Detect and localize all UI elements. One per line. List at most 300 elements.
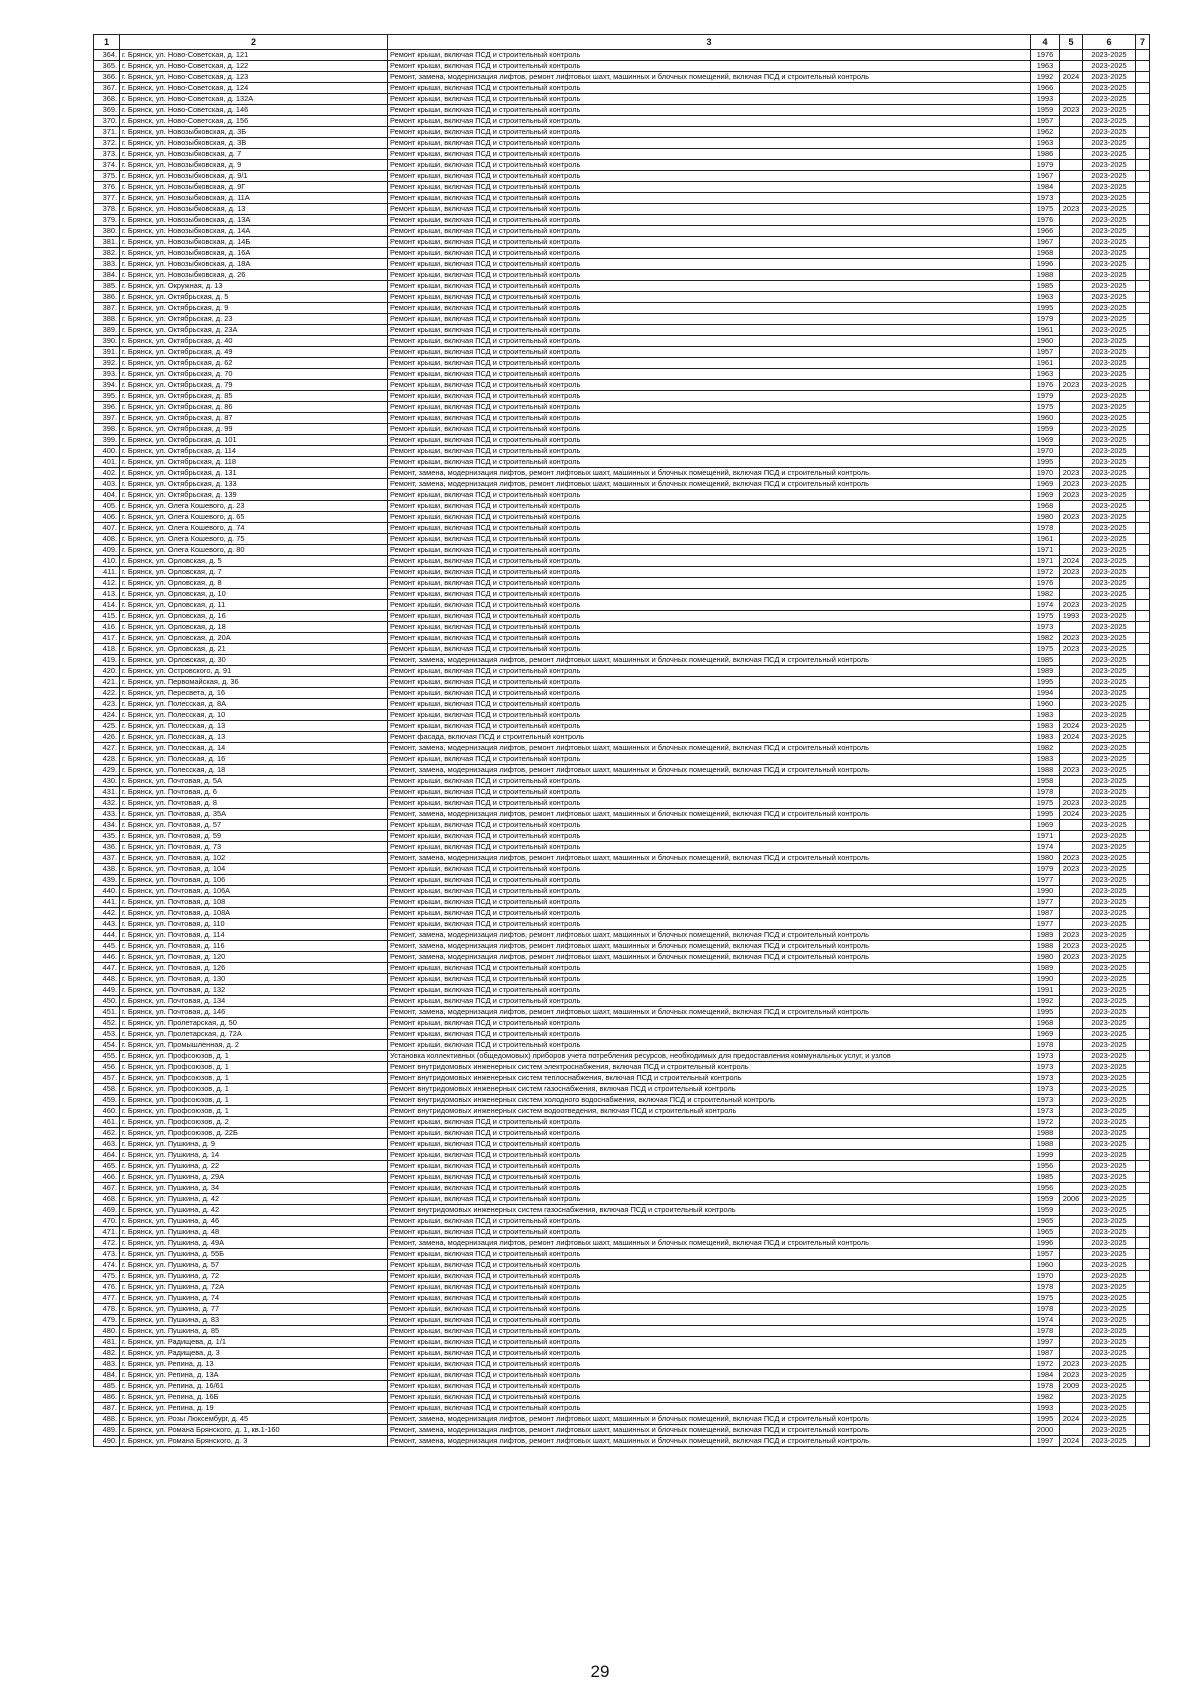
address-cell: г. Брянск, ул. Октябрьская, д. 70: [120, 369, 388, 380]
last-repair-year-cell: [1060, 897, 1083, 908]
table-row: [94, 1139, 1150, 1150]
empty-cell: [1136, 336, 1150, 347]
header-col-5: 5: [1060, 35, 1083, 50]
period-cell: 2023-2025: [1083, 1018, 1136, 1029]
last-repair-year-cell: 2009: [1060, 1381, 1083, 1392]
address-cell: г. Брянск, ул. Репина, д. 13: [120, 1359, 388, 1370]
table-row: [94, 1062, 1150, 1073]
empty-cell: [1136, 105, 1150, 116]
period-cell: 2023-2025: [1083, 1293, 1136, 1304]
period-cell: 2023-2025: [1083, 908, 1136, 919]
table-row: [94, 1073, 1150, 1084]
empty-cell: [1136, 776, 1150, 787]
period-cell: 2023-2025: [1083, 985, 1136, 996]
empty-cell: [1136, 1227, 1150, 1238]
last-repair-year-cell: [1060, 325, 1083, 336]
table-row: [94, 1392, 1150, 1403]
work-type-cell: Ремонт крыши, включая ПСД и строительный контроль: [388, 149, 1031, 160]
work-type-cell: Ремонт крыши, включая ПСД и строительный контроль: [388, 259, 1031, 270]
address-cell: г. Брянск, ул. Олега Кошевого, д. 23: [120, 501, 388, 512]
empty-cell: [1136, 556, 1150, 567]
build-year-cell: 1993: [1031, 94, 1060, 105]
address-cell: г. Брянск, ул. Профсоюзов, д. 1: [120, 1062, 388, 1073]
work-type-cell: Ремонт крыши, включая ПСД и строительный контроль: [388, 985, 1031, 996]
empty-cell: [1136, 468, 1150, 479]
build-year-cell: 1969: [1031, 820, 1060, 831]
row-number-cell: 424.: [94, 710, 120, 721]
row-number-cell: 472.: [94, 1238, 120, 1249]
work-type-cell: Ремонт, замена, модернизация лифтов, ремонт лифтовых шахт, машинных и блочных помещений, включая ПСД и строительный контроль: [388, 655, 1031, 666]
period-cell: 2023-2025: [1083, 864, 1136, 875]
period-cell: 2023-2025: [1083, 358, 1136, 369]
table-row: [94, 677, 1150, 688]
table-row: [94, 1293, 1150, 1304]
work-type-cell: Ремонт крыши, включая ПСД и строительный контроль: [388, 380, 1031, 391]
address-cell: г. Брянск, ул. Пушкина, д. 72: [120, 1271, 388, 1282]
row-number-cell: 407.: [94, 523, 120, 534]
table-row: [94, 479, 1150, 490]
work-type-cell: Ремонт крыши, включая ПСД и строительный контроль: [388, 534, 1031, 545]
address-cell: г. Брянск, ул. Октябрьская, д. 87: [120, 413, 388, 424]
empty-cell: [1136, 160, 1150, 171]
work-type-cell: Ремонт крыши, включая ПСД и строительный контроль: [388, 545, 1031, 556]
period-cell: 2023-2025: [1083, 732, 1136, 743]
build-year-cell: 1988: [1031, 1128, 1060, 1139]
work-type-cell: Ремонт крыши, включая ПСД и строительный контроль: [388, 974, 1031, 985]
empty-cell: [1136, 1326, 1150, 1337]
work-type-cell: Ремонт, замена, модернизация лифтов, ремонт лифтовых шахт, машинных и блочных помещений, включая ПСД и строительный контроль: [388, 809, 1031, 820]
last-repair-year-cell: [1060, 248, 1083, 259]
table-row: [94, 490, 1150, 501]
build-year-cell: 1986: [1031, 149, 1060, 160]
empty-cell: [1136, 699, 1150, 710]
build-year-cell: 1975: [1031, 611, 1060, 622]
table-row: [94, 952, 1150, 963]
address-cell: г. Брянск, ул. Ново-Советская, д. 122: [120, 61, 388, 72]
build-year-cell: 1997: [1031, 1436, 1060, 1447]
address-cell: г. Брянск, ул. Пролетарская, д. 72А: [120, 1029, 388, 1040]
period-cell: 2023-2025: [1083, 919, 1136, 930]
row-number-cell: 465.: [94, 1161, 120, 1172]
work-type-cell: Ремонт, замена, модернизация лифтов, ремонт лифтовых шахт, машинных и блочных помещений, включая ПСД и строительный контроль: [388, 743, 1031, 754]
table-row: [94, 182, 1150, 193]
address-cell: г. Брянск, ул. Октябрьская, д. 139: [120, 490, 388, 501]
address-cell: г. Брянск, ул. Пушкина, д. 57: [120, 1260, 388, 1271]
work-type-cell: Установка коллективных (общедомовых) приборов учета потребления ресурсов, необходимых для предоставления коммунальных услуг, и узлов: [388, 1051, 1031, 1062]
build-year-cell: 1958: [1031, 776, 1060, 787]
period-cell: 2023-2025: [1083, 347, 1136, 358]
row-number-cell: 479.: [94, 1315, 120, 1326]
address-cell: г. Брянск, ул. Орловская, д. 7: [120, 567, 388, 578]
last-repair-year-cell: 2023: [1060, 567, 1083, 578]
build-year-cell: 1977: [1031, 919, 1060, 930]
work-type-cell: Ремонт крыши, включая ПСД и строительный контроль: [388, 1249, 1031, 1260]
address-cell: г. Брянск, ул. Октябрьская, д. 23: [120, 314, 388, 325]
address-cell: г. Брянск, ул. Почтовая, д. 57: [120, 820, 388, 831]
address-cell: г. Брянск, ул. Новозыбковская, д. 14Б: [120, 237, 388, 248]
last-repair-year-cell: [1060, 182, 1083, 193]
address-cell: г. Брянск, ул. Орловская, д. 8: [120, 578, 388, 589]
work-type-cell: Ремонт крыши, включая ПСД и строительный контроль: [388, 94, 1031, 105]
empty-cell: [1136, 743, 1150, 754]
period-cell: 2023-2025: [1083, 1007, 1136, 1018]
work-type-cell: Ремонт крыши, включая ПСД и строительный контроль: [388, 798, 1031, 809]
period-cell: 2023-2025: [1083, 1282, 1136, 1293]
empty-cell: [1136, 1260, 1150, 1271]
row-number-cell: 428.: [94, 754, 120, 765]
period-cell: 2023-2025: [1083, 281, 1136, 292]
last-repair-year-cell: [1060, 908, 1083, 919]
header-row: [94, 35, 1150, 50]
table-row: [94, 1425, 1150, 1436]
row-number-cell: 435.: [94, 831, 120, 842]
row-number-cell: 471.: [94, 1227, 120, 1238]
period-cell: 2023-2025: [1083, 633, 1136, 644]
address-cell: г. Брянск, ул. Радищева, д. 3: [120, 1348, 388, 1359]
address-cell: г. Брянск, ул. Новозыбковская, д. 26: [120, 270, 388, 281]
address-cell: г. Брянск, ул. Почтовая, д. 106А: [120, 886, 388, 897]
work-type-cell: Ремонт крыши, включая ПСД и строительный контроль: [388, 237, 1031, 248]
table-row: [94, 468, 1150, 479]
address-cell: г. Брянск, ул. Новозыбковская, д. 16А: [120, 248, 388, 259]
empty-cell: [1136, 61, 1150, 72]
build-year-cell: 1985: [1031, 1172, 1060, 1183]
empty-cell: [1136, 1271, 1150, 1282]
table-row: [94, 259, 1150, 270]
address-cell: г. Брянск, ул. Розы Люксембург, д. 45: [120, 1414, 388, 1425]
row-number-cell: 418.: [94, 644, 120, 655]
period-cell: 2023-2025: [1083, 259, 1136, 270]
row-number-cell: 427.: [94, 743, 120, 754]
period-cell: 2023-2025: [1083, 578, 1136, 589]
build-year-cell: 1960: [1031, 699, 1060, 710]
empty-cell: [1136, 1095, 1150, 1106]
period-cell: 2023-2025: [1083, 182, 1136, 193]
build-year-cell: 1961: [1031, 358, 1060, 369]
table-row: [94, 1029, 1150, 1040]
last-repair-year-cell: [1060, 820, 1083, 831]
last-repair-year-cell: [1060, 1073, 1083, 1084]
period-cell: 2023-2025: [1083, 1337, 1136, 1348]
last-repair-year-cell: [1060, 1425, 1083, 1436]
empty-cell: [1136, 1073, 1150, 1084]
period-cell: 2023-2025: [1083, 1205, 1136, 1216]
build-year-cell: 1973: [1031, 1073, 1060, 1084]
table-row: [94, 556, 1150, 567]
empty-cell: [1136, 600, 1150, 611]
period-cell: 2023-2025: [1083, 160, 1136, 171]
empty-cell: [1136, 710, 1150, 721]
address-cell: г. Брянск, ул. Радищева, д. 1/1: [120, 1337, 388, 1348]
row-number-cell: 429.: [94, 765, 120, 776]
build-year-cell: 1988: [1031, 941, 1060, 952]
row-number-cell: 421.: [94, 677, 120, 688]
empty-cell: [1136, 765, 1150, 776]
last-repair-year-cell: [1060, 1304, 1083, 1315]
last-repair-year-cell: [1060, 963, 1083, 974]
last-repair-year-cell: 2023: [1060, 798, 1083, 809]
empty-cell: [1136, 1414, 1150, 1425]
table-row: [94, 204, 1150, 215]
empty-cell: [1136, 1293, 1150, 1304]
period-cell: 2023-2025: [1083, 1150, 1136, 1161]
address-cell: г. Брянск, ул. Полесская, д. 16: [120, 754, 388, 765]
row-number-cell: 402.: [94, 468, 120, 479]
table-row: [94, 765, 1150, 776]
address-cell: г. Брянск, ул. Почтовая, д. 59: [120, 831, 388, 842]
work-type-cell: Ремонт крыши, включая ПСД и строительный контроль: [388, 1227, 1031, 1238]
build-year-cell: 1971: [1031, 831, 1060, 842]
table-row: [94, 1183, 1150, 1194]
work-type-cell: Ремонт крыши, включая ПСД и строительный контроль: [388, 1150, 1031, 1161]
build-year-cell: 1977: [1031, 897, 1060, 908]
work-type-cell: Ремонт крыши, включая ПСД и строительный контроль: [388, 402, 1031, 413]
row-number-cell: 475.: [94, 1271, 120, 1282]
build-year-cell: 1980: [1031, 512, 1060, 523]
work-type-cell: Ремонт внутридомовых инженерных систем холодного водоснабжения, включая ПСД и строительный контроль: [388, 1095, 1031, 1106]
period-cell: 2023-2025: [1083, 501, 1136, 512]
last-repair-year-cell: [1060, 358, 1083, 369]
build-year-cell: 1957: [1031, 1249, 1060, 1260]
table-row: [94, 116, 1150, 127]
table-row: [94, 1040, 1150, 1051]
table-row: [94, 1403, 1150, 1414]
table-row: [94, 721, 1150, 732]
row-number-cell: 464.: [94, 1150, 120, 1161]
build-year-cell: 1995: [1031, 303, 1060, 314]
empty-cell: [1136, 281, 1150, 292]
last-repair-year-cell: 2024: [1060, 732, 1083, 743]
address-cell: г. Брянск, ул. Романа Брянского, д. 1, кв.1-160: [120, 1425, 388, 1436]
work-type-cell: Ремонт крыши, включая ПСД и строительный контроль: [388, 303, 1031, 314]
address-cell: г. Брянск, ул. Новозыбковская, д. 14А: [120, 226, 388, 237]
address-cell: г. Брянск, ул. Новозыбковская, д. 7: [120, 149, 388, 160]
build-year-cell: 1980: [1031, 853, 1060, 864]
work-type-cell: Ремонт крыши, включая ПСД и строительный контроль: [388, 61, 1031, 72]
table-row: [94, 369, 1150, 380]
row-number-cell: 386.: [94, 292, 120, 303]
address-cell: г. Брянск, ул. Орловская, д. 18: [120, 622, 388, 633]
row-number-cell: 388.: [94, 314, 120, 325]
last-repair-year-cell: [1060, 1216, 1083, 1227]
work-type-cell: Ремонт крыши, включая ПСД и строительный контроль: [388, 424, 1031, 435]
period-cell: 2023-2025: [1083, 754, 1136, 765]
build-year-cell: 1960: [1031, 336, 1060, 347]
empty-cell: [1136, 116, 1150, 127]
period-cell: 2023-2025: [1083, 622, 1136, 633]
empty-cell: [1136, 259, 1150, 270]
empty-cell: [1136, 1337, 1150, 1348]
build-year-cell: 1983: [1031, 732, 1060, 743]
row-number-cell: 364.: [94, 50, 120, 61]
period-cell: 2023-2025: [1083, 611, 1136, 622]
last-repair-year-cell: [1060, 116, 1083, 127]
build-year-cell: 1995: [1031, 677, 1060, 688]
empty-cell: [1136, 127, 1150, 138]
address-cell: г. Брянск, ул. Пушкина, д. 22: [120, 1161, 388, 1172]
empty-cell: [1136, 1194, 1150, 1205]
build-year-cell: 1992: [1031, 996, 1060, 1007]
build-year-cell: 1976: [1031, 50, 1060, 61]
table-row: [94, 94, 1150, 105]
last-repair-year-cell: [1060, 1084, 1083, 1095]
work-type-cell: Ремонт крыши, включая ПСД и строительный контроль: [388, 171, 1031, 182]
row-number-cell: 450.: [94, 996, 120, 1007]
period-cell: 2023-2025: [1083, 402, 1136, 413]
build-year-cell: 1967: [1031, 171, 1060, 182]
empty-cell: [1136, 1238, 1150, 1249]
address-cell: г. Брянск, ул. Профсоюзов, д. 2: [120, 1117, 388, 1128]
period-cell: 2023-2025: [1083, 820, 1136, 831]
row-number-cell: 431.: [94, 787, 120, 798]
period-cell: 2023-2025: [1083, 83, 1136, 94]
empty-cell: [1136, 996, 1150, 1007]
build-year-cell: 1990: [1031, 886, 1060, 897]
empty-cell: [1136, 1370, 1150, 1381]
row-number-cell: 367.: [94, 83, 120, 94]
work-type-cell: Ремонт крыши, включая ПСД и строительный контроль: [388, 831, 1031, 842]
last-repair-year-cell: [1060, 50, 1083, 61]
address-cell: г. Брянск, ул. Пушкина, д. 83: [120, 1315, 388, 1326]
last-repair-year-cell: [1060, 347, 1083, 358]
address-cell: г. Брянск, ул. Октябрьская, д. 23А: [120, 325, 388, 336]
row-number-cell: 404.: [94, 490, 120, 501]
work-type-cell: Ремонт, замена, модернизация лифтов, ремонт лифтовых шахт, машинных и блочных помещений, включая ПСД и строительный контроль: [388, 941, 1031, 952]
empty-cell: [1136, 1139, 1150, 1150]
row-number-cell: 487.: [94, 1403, 120, 1414]
period-cell: 2023-2025: [1083, 831, 1136, 842]
row-number-cell: 490.: [94, 1436, 120, 1447]
address-cell: г. Брянск, ул. Октябрьская, д. 118: [120, 457, 388, 468]
period-cell: 2023-2025: [1083, 1040, 1136, 1051]
build-year-cell: 1965: [1031, 1227, 1060, 1238]
work-type-cell: Ремонт внутридомовых инженерных систем электроснабжения, включая ПСД и строительный контроль: [388, 1062, 1031, 1073]
last-repair-year-cell: [1060, 160, 1083, 171]
table-row: [94, 358, 1150, 369]
period-cell: 2023-2025: [1083, 787, 1136, 798]
table-row: [94, 149, 1150, 160]
table-row: [94, 226, 1150, 237]
period-cell: 2023-2025: [1083, 325, 1136, 336]
period-cell: 2023-2025: [1083, 512, 1136, 523]
empty-cell: [1136, 501, 1150, 512]
empty-cell: [1136, 1282, 1150, 1293]
build-year-cell: 1978: [1031, 523, 1060, 534]
last-repair-year-cell: 2024: [1060, 809, 1083, 820]
row-number-cell: 451.: [94, 1007, 120, 1018]
build-year-cell: 1983: [1031, 721, 1060, 732]
last-repair-year-cell: [1060, 985, 1083, 996]
build-year-cell: 1974: [1031, 600, 1060, 611]
period-cell: 2023-2025: [1083, 1359, 1136, 1370]
period-cell: 2023-2025: [1083, 952, 1136, 963]
empty-cell: [1136, 1029, 1150, 1040]
last-repair-year-cell: [1060, 83, 1083, 94]
work-type-cell: Ремонт, замена, модернизация лифтов, ремонт лифтовых шахт, машинных и блочных помещений, включая ПСД и строительный контроль: [388, 479, 1031, 490]
address-cell: г. Брянск, ул. Октябрьская, д. 62: [120, 358, 388, 369]
table-row: [94, 501, 1150, 512]
address-cell: г. Брянск, ул. Новозыбковская, д. 13: [120, 204, 388, 215]
last-repair-year-cell: [1060, 1018, 1083, 1029]
last-repair-year-cell: [1060, 523, 1083, 534]
period-cell: 2023-2025: [1083, 369, 1136, 380]
work-type-cell: Ремонт, замена, модернизация лифтов, ремонт лифтовых шахт, машинных и блочных помещений, включая ПСД и строительный контроль: [388, 853, 1031, 864]
row-number-cell: 403.: [94, 479, 120, 490]
last-repair-year-cell: [1060, 446, 1083, 457]
empty-cell: [1136, 226, 1150, 237]
table-row: [94, 1238, 1150, 1249]
table-row: [94, 534, 1150, 545]
build-year-cell: 1959: [1031, 105, 1060, 116]
period-cell: 2023-2025: [1083, 1161, 1136, 1172]
row-number-cell: 368.: [94, 94, 120, 105]
build-year-cell: 1978: [1031, 1040, 1060, 1051]
work-type-cell: Ремонт крыши, включая ПСД и строительный контроль: [388, 325, 1031, 336]
last-repair-year-cell: [1060, 1238, 1083, 1249]
empty-cell: [1136, 171, 1150, 182]
address-cell: г. Брянск, ул. Октябрьская, д. 86: [120, 402, 388, 413]
build-year-cell: 1968: [1031, 248, 1060, 259]
table-row: [94, 215, 1150, 226]
last-repair-year-cell: [1060, 435, 1083, 446]
work-type-cell: Ремонт крыши, включая ПСД и строительный контроль: [388, 1315, 1031, 1326]
address-cell: г. Брянск, ул. Профсоюзов, д. 1: [120, 1106, 388, 1117]
table-row: [94, 798, 1150, 809]
work-type-cell: Ремонт крыши, включая ПСД и строительный контроль: [388, 116, 1031, 127]
work-type-cell: Ремонт крыши, включая ПСД и строительный контроль: [388, 446, 1031, 457]
period-cell: 2023-2025: [1083, 171, 1136, 182]
work-type-cell: Ремонт крыши, включая ПСД и строительный контроль: [388, 1161, 1031, 1172]
empty-cell: [1136, 314, 1150, 325]
build-year-cell: 1975: [1031, 1293, 1060, 1304]
work-type-cell: Ремонт, замена, модернизация лифтов, ремонт лифтовых шахт, машинных и блочных помещений, включая ПСД и строительный контроль: [388, 1425, 1031, 1436]
row-number-cell: 408.: [94, 534, 120, 545]
period-cell: 2023-2025: [1083, 50, 1136, 61]
last-repair-year-cell: [1060, 281, 1083, 292]
table-row: [94, 270, 1150, 281]
period-cell: 2023-2025: [1083, 644, 1136, 655]
period-cell: 2023-2025: [1083, 534, 1136, 545]
row-number-cell: 433.: [94, 809, 120, 820]
period-cell: 2023-2025: [1083, 116, 1136, 127]
work-type-cell: Ремонт крыши, включая ПСД и строительный контроль: [388, 501, 1031, 512]
table-row: [94, 831, 1150, 842]
row-number-cell: 389.: [94, 325, 120, 336]
table-row: [94, 1084, 1150, 1095]
work-type-cell: Ремонт крыши, включая ПСД и строительный контроль: [388, 1040, 1031, 1051]
row-number-cell: 442.: [94, 908, 120, 919]
last-repair-year-cell: [1060, 1172, 1083, 1183]
row-number-cell: 396.: [94, 402, 120, 413]
address-cell: г. Брянск, ул. Профсоюзов, д. 22Б: [120, 1128, 388, 1139]
work-type-cell: Ремонт крыши, включая ПСД и строительный контроль: [388, 1304, 1031, 1315]
address-cell: г. Брянск, ул. Почтовая, д. 35А: [120, 809, 388, 820]
row-number-cell: 480.: [94, 1326, 120, 1337]
work-type-cell: Ремонт крыши, включая ПСД и строительный контроль: [388, 1117, 1031, 1128]
row-number-cell: 434.: [94, 820, 120, 831]
empty-cell: [1136, 732, 1150, 743]
build-year-cell: 1963: [1031, 292, 1060, 303]
build-year-cell: 1963: [1031, 138, 1060, 149]
empty-cell: [1136, 1392, 1150, 1403]
work-type-cell: Ремонт крыши, включая ПСД и строительный контроль: [388, 226, 1031, 237]
last-repair-year-cell: [1060, 1282, 1083, 1293]
work-type-cell: Ремонт крыши, включая ПСД и строительный контроль: [388, 413, 1031, 424]
last-repair-year-cell: 2023: [1060, 490, 1083, 501]
row-number-cell: 390.: [94, 336, 120, 347]
row-number-cell: 452.: [94, 1018, 120, 1029]
work-type-cell: Ремонт внутридомовых инженерных систем газоснабжения, включая ПСД и строительный контроль: [388, 1205, 1031, 1216]
